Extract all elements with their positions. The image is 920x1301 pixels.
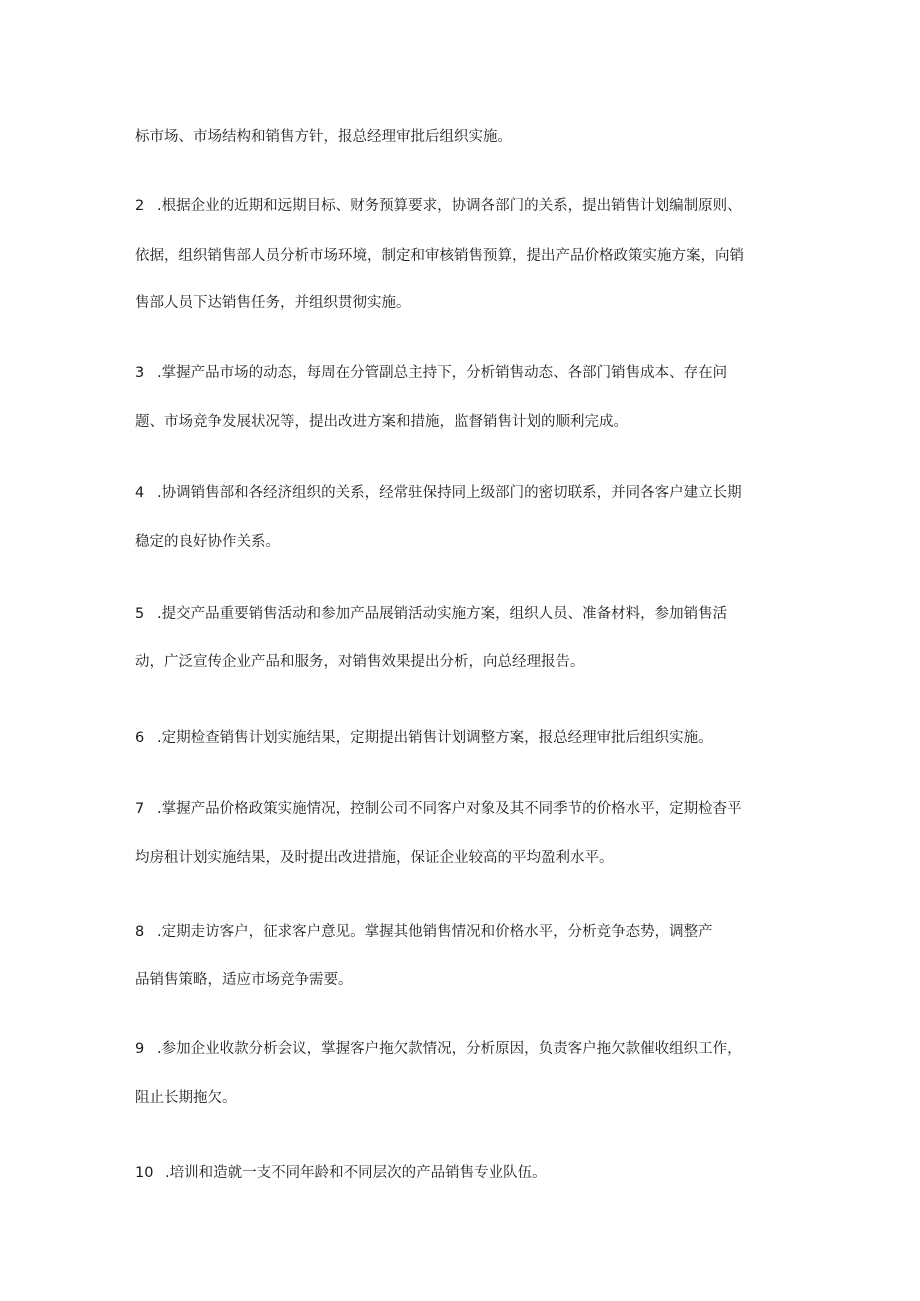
item-number: 2	[135, 198, 145, 214]
list-item-7-line-2: 均房租计划实施结果，及时提出改进措施，保证企业较高的平均盈利水平。	[135, 850, 614, 866]
list-item-2-line-1: 2 .根据企业的近期和远期目标、财务预算要求，协调各部门的关系，提出销售计划编制原则、	[135, 198, 742, 214]
list-item-2-line-2: 依据，组织销售部人员分析市场环境，制定和审核销售预算，提出产品价格政策实施方案，向销	[135, 248, 744, 264]
list-item-6-line-1: 6 .定期检查销售计划实施结果，定期提出销售计划调整方案，报总经理审批后组织实施。	[135, 730, 713, 746]
list-item-8-line-2: 品销售策略，适应市场竞争需要。	[135, 972, 353, 988]
item-number: 7	[135, 801, 145, 817]
list-item-4-line-1: 4 .协调销售部和各经济组织的关系，经常驻保持同上级部门的密切联系，并同各客户建立长期	[135, 485, 742, 501]
item-number: 8	[135, 924, 145, 940]
item-number: 3	[135, 365, 145, 381]
item-number: 4	[135, 485, 145, 501]
list-item-4-line-2: 稳定的良好协作关系。	[135, 534, 280, 550]
list-item-3-line-2: 题、市场竞争发展状况等，提出改进方案和措施，监督销售计划的顺利完成。	[135, 414, 628, 430]
item-number: 9	[135, 1041, 145, 1057]
list-item-5-line-1: 5 .提交产品重要销售活动和参加产品展销活动实施方案，组织人员、准备材料，参加销售活	[135, 606, 728, 622]
item-number: 6	[135, 730, 145, 746]
list-item-2-line-3: 售部人员下达销售任务，并组织贯彻实施。	[135, 295, 411, 311]
list-item-7-line-1: 7 .掌握产品价格政策实施情况，控制公司不同客户对象及其不同季节的价格水平，定期检杳平	[135, 801, 742, 817]
list-item-9-line-1: 9 .参加企业收款分析会议，掌握客户拖欠款情况，分析原因，负责客户拖欠款催收组织工作，	[135, 1041, 742, 1057]
item-number: 10	[135, 1165, 154, 1181]
list-item-5-line-2: 动，广泛宣传企业产品和服务，对销售效果提出分析，向总经理报告。	[135, 654, 585, 670]
list-item-3-line-1: 3 .掌握产品市场的动态，每周在分管副总主持下，分析销售动态、各部门销售成本、存在问	[135, 365, 728, 381]
list-item-10-line-1: 10 .培训和造就一支不同年龄和不同层次的产品销售专业队伍。	[135, 1165, 547, 1181]
intro-line: 标市场、市场结构和销售方针，报总经理审批后组织实施。	[135, 129, 512, 145]
list-item-9-line-2: 阻止长期拖欠。	[135, 1090, 237, 1106]
list-item-8-line-1: 8 .定期走访客户，征求客户意见。掌握其他销售情况和价格水平，分析竞争态势，调整产	[135, 924, 713, 940]
item-number: 5	[135, 606, 145, 622]
